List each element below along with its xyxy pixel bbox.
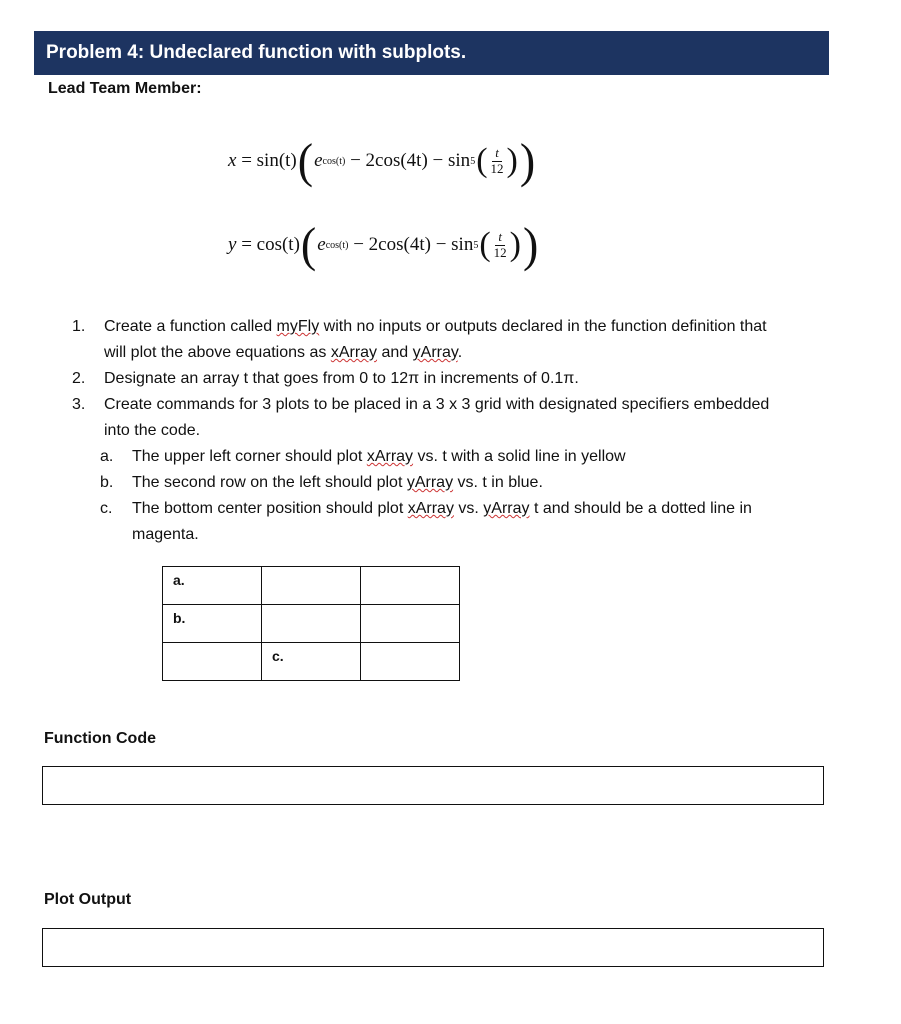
grid-cell[interactable] [163, 643, 262, 681]
function-code-box[interactable] [42, 766, 824, 805]
item1-yarray: yArray [412, 344, 458, 361]
grid-cell[interactable] [361, 643, 460, 681]
item1-and: and [377, 344, 413, 361]
item1-pre: Create a function called [104, 318, 277, 335]
subc-mid: vs. [453, 500, 484, 517]
plot-output-box[interactable] [42, 928, 824, 967]
subc-pre: The bottom center position should plot [132, 500, 408, 517]
eq-y-fn: cos(t) [256, 234, 300, 255]
eq-x-fraction [491, 146, 504, 176]
sub-item-c [100, 496, 792, 548]
item1-mid: with no inputs or outputs declared in the function definition that will plot the above equations as [104, 318, 767, 361]
grid-row [163, 643, 460, 681]
grid-cell[interactable] [262, 567, 361, 605]
subc-arr2: yArray [483, 500, 530, 517]
problem-title-banner: Problem 4: Undeclared function with subplots. [34, 31, 829, 75]
eq-x-term2: − 2cos(4t) − sin [350, 150, 471, 171]
subb-pre: The second row on the left should plot [132, 474, 407, 491]
eq-x-exp-base: e [314, 150, 323, 171]
instruction-list [72, 314, 792, 548]
item1-fname: myFly [276, 318, 320, 335]
item2-text: Designate an array t that goes from 0 to 12π in increments of 0.1π. [104, 370, 579, 387]
equation-y: y = cos(t) ( e cos(t) − 2cos(4t) − sin 5 ( $\frac{t}{12}$ ) ) [228, 217, 539, 272]
function-code-heading: Function Code [44, 730, 156, 747]
subb-post: vs. t in blue. [453, 474, 543, 491]
item3-text: Create commands for 3 plots to be placed in a 3 x 3 grid with designated specifiers embedded into the code. [104, 396, 770, 439]
eq-y-fraction [494, 230, 507, 260]
eq-x-inner-close-paren: ) [506, 142, 518, 179]
suba-arr: xArray [366, 448, 414, 465]
grid-cell[interactable] [361, 567, 460, 605]
sub-item-b [100, 470, 792, 496]
sub-letter: b. [100, 474, 114, 491]
eq-x-lhs: x [228, 150, 237, 171]
eq-y-inner-open-paren: ( [479, 226, 491, 263]
grid-row [163, 605, 460, 643]
instruction-item-1 [72, 314, 792, 366]
eq-y-lhs: y [228, 234, 237, 255]
suba-post: vs. t with a solid line in yellow [413, 448, 626, 465]
sub-item-a [100, 444, 792, 470]
subc-post: t and should be a dotted line in magenta. [132, 500, 752, 543]
item-number: 1. [72, 318, 86, 335]
eq-x-den: 12 [490, 160, 504, 176]
subc-arr1: xArray [407, 500, 454, 517]
eq-y-den: 12 [493, 244, 507, 260]
grid-cell[interactable] [361, 605, 460, 643]
sub-instruction-list [100, 444, 792, 548]
eq-y-inner-close-paren: ) [509, 226, 521, 263]
eq-y-pow: 5 [473, 239, 479, 251]
eq-y-num: t [495, 230, 505, 245]
eq-x-open-paren: ( [297, 133, 314, 188]
eq-x-num: t [492, 146, 502, 161]
lead-team-member-label: Lead Team Member: [48, 80, 202, 97]
instruction-item-2 [72, 366, 792, 392]
eq-y-exp: cos(t) [325, 239, 349, 251]
item1-end: . [457, 344, 463, 361]
grid-cell[interactable] [262, 605, 361, 643]
subb-arr: yArray [406, 474, 454, 491]
eq-x-inner-open-paren: ( [476, 142, 488, 179]
subplot-grid-table [162, 566, 460, 681]
eq-x-fn: sin(t) [256, 150, 297, 171]
eq-x-close-paren: ) [519, 133, 536, 188]
plot-output-heading: Plot Output [44, 891, 132, 908]
grid-row [163, 567, 460, 605]
eq-x-pow: 5 [470, 155, 476, 167]
instruction-item-3 [72, 392, 792, 444]
item-number: 2. [72, 370, 86, 387]
eq-x-exp: cos(t) [322, 155, 346, 167]
item1-xarray: xArray [330, 344, 378, 361]
grid-cell-b[interactable]: b. [163, 605, 262, 643]
sub-letter: c. [100, 500, 113, 517]
grid-cell-c[interactable]: c. [262, 643, 361, 681]
item-number: 3. [72, 396, 86, 413]
eq-y-exp-base: e [317, 234, 326, 255]
grid-cell-a[interactable]: a. [163, 567, 262, 605]
eq-y-close-paren: ) [523, 217, 539, 272]
eq-y-term2: − 2cos(4t) − sin [353, 234, 474, 255]
equation-x: x = sin(t) ( e cos(t) − 2cos(4t) − sin 5 ( $\frac{t}{12}$ ) ) [228, 133, 536, 188]
sub-letter: a. [100, 448, 114, 465]
eq-y-open-paren: ( [300, 217, 317, 272]
sub-instruction-container [72, 444, 792, 548]
suba-pre: The upper left corner should plot [132, 448, 367, 465]
